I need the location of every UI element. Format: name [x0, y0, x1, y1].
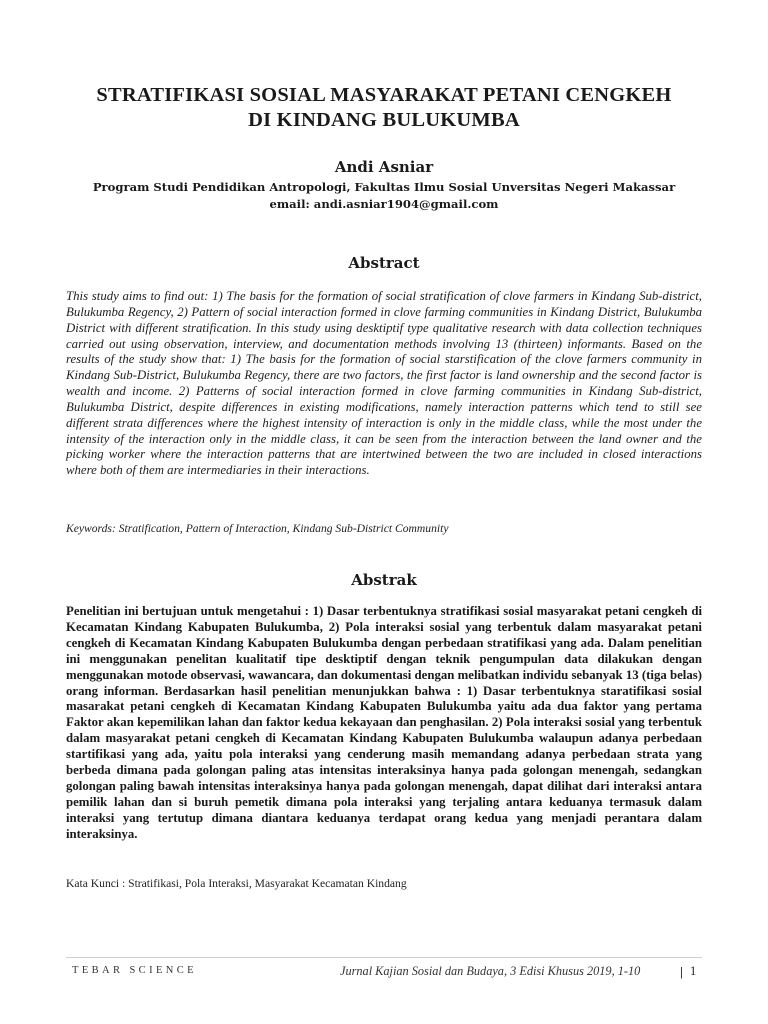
paper-title-line-2: DI KINDANG BULUKUMBA	[248, 109, 520, 131]
abstract-heading: Abstract	[348, 254, 420, 272]
paper-title-line-1: STRATIFIKASI SOSIAL MASYARAKAT PETANI CENGKEH	[96, 84, 672, 106]
footer-divider	[66, 957, 702, 958]
footer-publisher: TEBAR SCIENCE	[72, 965, 197, 976]
author-affiliation-block	[40, 179, 728, 213]
kata-kunci: Kata Kunci : Stratifikasi, Pola Interaksi, Masyarakat Kecamatan Kindang	[66, 877, 407, 890]
author-name: Andi Asniar	[334, 158, 434, 176]
author-affiliation: Program Studi Pendidikan Antropologi, Fakultas Ilmu Sosial Unversitas Negeri Makassar	[92, 180, 676, 194]
author-email: email: andi.asniar1904@gmail.com	[269, 197, 499, 211]
abstract-body: This study aims to find out: 1) The basis for the formation of social stratification of clove farmers in Kindang Sub-district, Bulukumba Regency, 2) Pattern of social interaction formed in clove farming communities in Kindang District, Bulukumba District with different stratification. In this study using desktiptif type qualitative research with data collection techniques carried out using observation, interview, and documentation methods involving 13 (thirteen) informants. Based on the results of the study show that: 1) The basis for the formation of social starstification of the clove farmers community in Kindang Sub-District, Bulukumba Regency, there are two factors, the first factor is land ownership and the second factor is wealth and income. 2) Patterns of social interaction formed in clove farming communities in Kindang Sub-district, Bulukumba District, despite differences in existing modifications, namely interaction patterns which tend to still see different strata differences where the highest intensity of interaction is only in the middle class, while the most under the intensity of the interaction only in the middle class, it can be seen from the interaction between the land owner and the picking worker where the interaction patterns that are intertwined between the two are included in closed interactions where both of them are intermediaries in their interactions.	[66, 289, 702, 478]
footer-separator: |	[680, 964, 683, 979]
footer-journal-citation: Jurnal Kajian Sosial dan Budaya, 3 Edisi Khusus 2019, 1-10	[340, 964, 641, 978]
abstrak-heading: Abstrak	[351, 571, 417, 589]
abstrak-body: Penelitian ini bertujuan untuk mengetahui : 1) Dasar terbentuknya stratifikasi sosial masyarakat petani cengkeh di Kecamatan Kindang Kabupaten Bulukumba, 2) Pola interaksi sosial yang terbentuk dalam masyarakat petani cengkeh di Kecamatan Kindang Kabupaten Bulukumba dengan perbedaan stratifikasi yang ada. Dalam penelitian ini menggunakan penelitan kualitatif tipe desktiptif dengan teknik pengumpulan data dilakukan dengan menggunakan motode observasi, wawancara, dan dokumentasi dengan melibatkan individu sebanyak 13 (tiga belas) orang informan. Berdasarkan hasil penelitian menunjukkan bahwa : 1) Dasar terbentuknya staratifikasi sosial masarakat petani cengkeh di Kecamatan Kindang Kabupaten Bulukumba yaitu ada dua faktor yang pertama Faktor akan kepemilikan lahan dan faktor kedua kekayaan dan penghasilan. 2) Pola interaksi sosial yang terbentuk dalam masyarakat petani cengkeh di Kecamatan Kindang Kabupaten Bulukumba walaupun adanya perbedaan startifikasi yang ada, yaitu pola interaksi yang cenderung masih memandang adanya perbedaan strata yang berbeda dimana pada golongan paling atas intensitas interaksinya hanya pada golongan menengah, sedangkan golongan paling bawah intensitas interaksinya hanya pada golongan menengah, dapat dilihat dari interaksi antara pemilik lahan dan si buruh pemetik dimana pola interaksi yang terjaling antara keduanya termasuk dalam interaksi yang tertutup dimana diantara keduanya terdapat orang kedua yang menjadi perantara dalam interaksinya.	[66, 604, 702, 841]
footer-page-number: 1	[690, 964, 697, 978]
keywords-english: Keywords: Stratification, Pattern of Interaction, Kindang Sub-District Community	[66, 522, 449, 535]
paper-title	[60, 83, 708, 133]
